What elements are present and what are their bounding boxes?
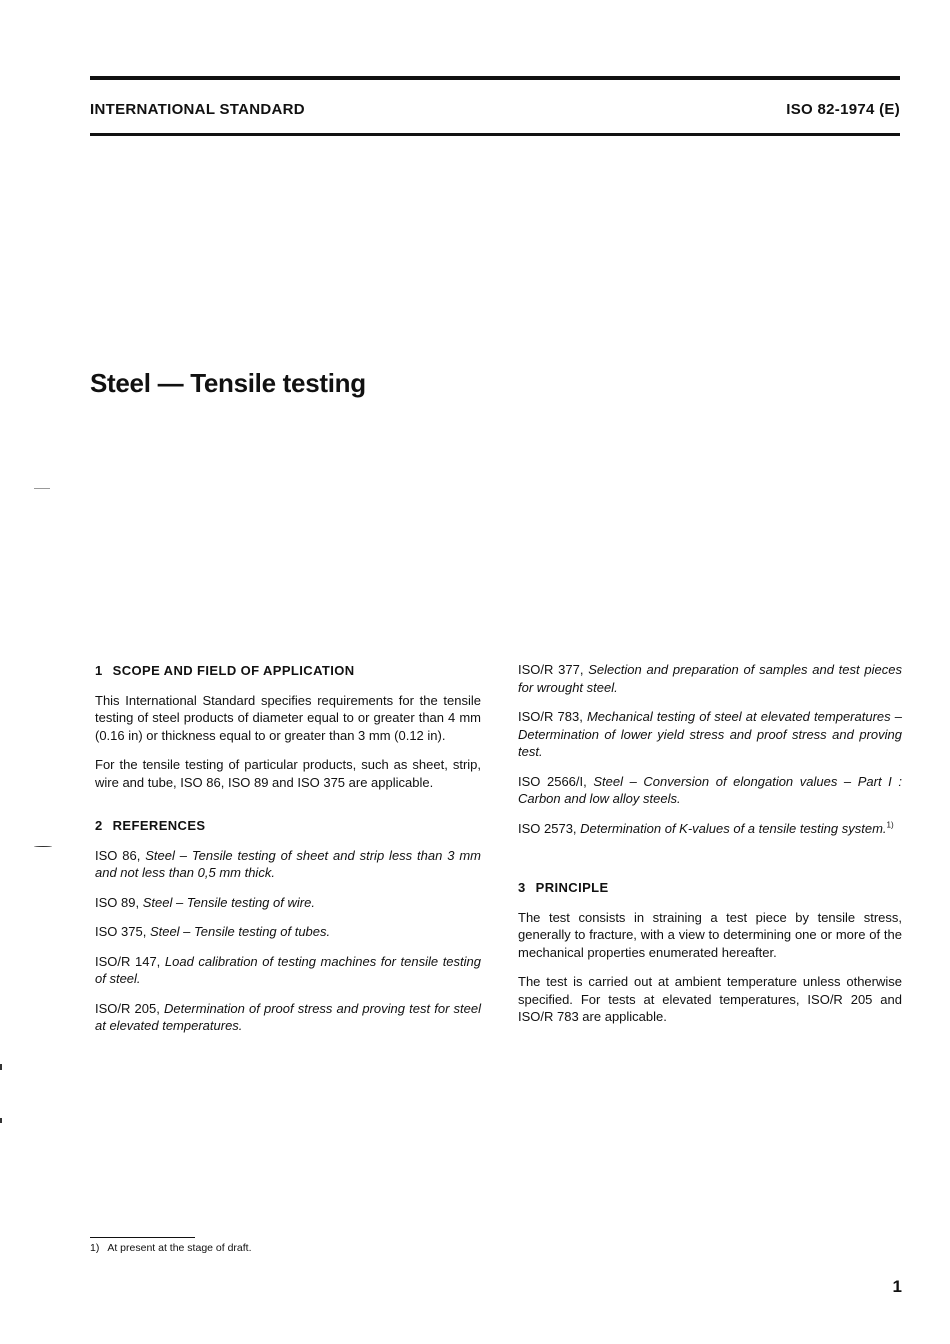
- reference-title: Mechanical testing of steel at elevated temperatures – Determination of lower yield stress and proof stress and proving test.: [518, 709, 902, 759]
- reference-item: [95, 923, 481, 941]
- reference-code: ISO 86,: [95, 847, 141, 863]
- principle-paragraph: The test consists in straining a test piece by tensile stress, generally to fracture, with a view to determining one or more of the mechanical properties enumerated hereafter.: [518, 909, 902, 960]
- left-column: [95, 662, 481, 1047]
- reference-item: [95, 953, 481, 988]
- reference-code: ISO/R 205,: [95, 1000, 160, 1016]
- principle-paragraph: The test is carried out at ambient temperature unless otherwise specified. For tests at elevated temperatures, ISO/R 205 and ISO/R 783 are applicable.: [518, 974, 902, 1024]
- header-label: INTERNATIONAL STANDARD: [90, 101, 305, 118]
- footnote: [90, 1242, 252, 1254]
- header-top-rule: [90, 76, 900, 80]
- reference-code: ISO/R 147,: [95, 953, 161, 969]
- footnote-rule: [90, 1237, 195, 1238]
- section-title: PRINCIPLE: [535, 880, 609, 895]
- scan-mark: [34, 488, 50, 489]
- reference-item: [518, 820, 902, 838]
- footnote-text: At present at the stage of draft.: [107, 1242, 252, 1254]
- reference-item: [95, 847, 481, 882]
- reference-code: ISO 375,: [95, 924, 147, 939]
- reference-code: ISO/R 377,: [518, 662, 584, 677]
- right-column: [518, 661, 902, 1038]
- reference-title: Determination of proof stress and proving test for steel at elevated temperatures.: [95, 1000, 481, 1033]
- section-number: 3: [518, 880, 526, 895]
- scan-mark: [0, 1064, 2, 1070]
- reference-item: [95, 1000, 481, 1035]
- reference-title: Steel – Tensile testing of tubes.: [149, 924, 331, 939]
- footnote-mark: 1): [90, 1242, 100, 1254]
- header-bottom-rule: [90, 133, 900, 136]
- reference-code: ISO/R 783,: [518, 709, 583, 724]
- section-heading-principle: [518, 879, 902, 897]
- scope-paragraph: For the tensile testing of particular products, such as sheet, strip, wire and tube, ISO 86, ISO 89 and ISO 375 are applicable.: [95, 757, 481, 790]
- page-title: Steel — Tensile testing: [90, 368, 366, 398]
- reference-item: [95, 894, 481, 912]
- reference-code: ISO 89,: [95, 894, 140, 910]
- section-number: 2: [95, 818, 103, 833]
- reference-title: Selection and preparation of samples and test pieces for wrought steel.: [518, 662, 902, 695]
- reference-item: [518, 773, 902, 808]
- scan-mark: [0, 1118, 2, 1123]
- section-title: SCOPE AND FIELD OF APPLICATION: [112, 663, 355, 678]
- scan-mark: [34, 846, 52, 847]
- footnote-reference: 1): [886, 820, 894, 830]
- section-heading-scope: [95, 662, 481, 680]
- standard-number: ISO 82-1974 (E): [786, 101, 900, 118]
- section-heading-references: [95, 817, 481, 835]
- reference-title: Load calibration of testing machines for tensile testing of steel.: [95, 953, 481, 986]
- reference-code: ISO 2566/I,: [518, 773, 587, 789]
- reference-title: Steel – Tensile testing of wire.: [142, 894, 315, 910]
- page-number: 1: [892, 1277, 902, 1296]
- reference-code: ISO 2573,: [518, 820, 577, 836]
- reference-item: [518, 708, 902, 761]
- reference-title: Steel – Conversion of elongation values – Part I : Carbon and low alloy steels.: [518, 773, 902, 806]
- reference-item: [518, 661, 902, 696]
- section-number: 1: [95, 663, 103, 678]
- reference-title: Steel – Tensile testing of sheet and strip less than 3 mm and not less than 0,5 mm thick.: [95, 847, 482, 880]
- reference-title: Determination of K-values of a tensile testing system.: [580, 820, 887, 836]
- scope-paragraph: This International Standard specifies requirements for the tensile testing of steel products of diameter equal to or greater than 4 mm (0.16 in) or thickness equal to or greater than 3 mm (0.12 in).: [95, 692, 481, 743]
- section-title: REFERENCES: [112, 818, 206, 833]
